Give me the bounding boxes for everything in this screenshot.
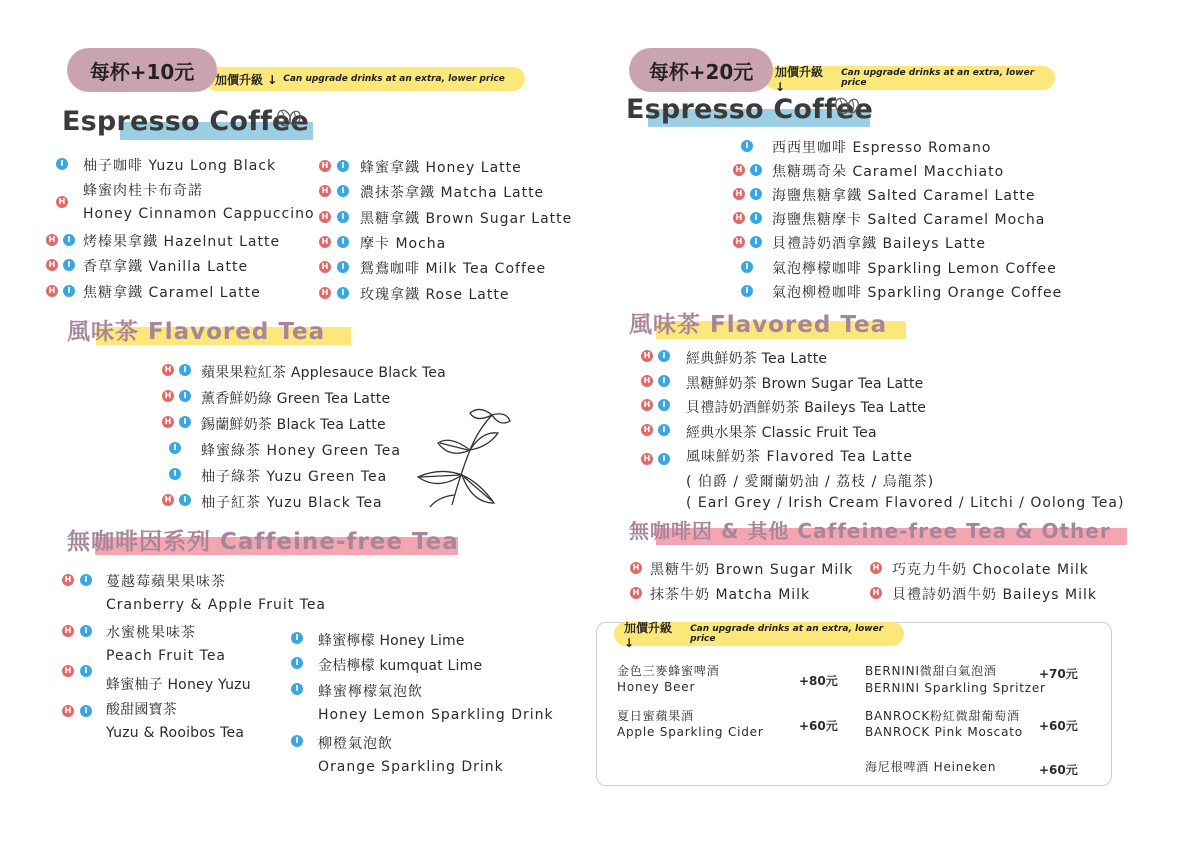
menu-item: 蜂蜜拿鐵 Honey Latte [360, 160, 522, 176]
price-pill-left: 每杯+10元 [67, 48, 217, 92]
menu-item: Honey Cinnamon Cappuccino [83, 206, 315, 222]
menu-item: 黑糖鮮奶茶 Brown Sugar Tea Latte [686, 376, 924, 392]
upgrade-drink-zh: 金色三麥蜂蜜啤酒 [617, 664, 720, 678]
menu-item: 柚子紅茶 Yuzu Black Tea [201, 495, 383, 511]
caffeine-free-heading-left: 無咖啡因系列 Caffeine-free Tea [67, 529, 459, 555]
menu-item: 海鹽焦糖拿鐵 Salted Caramel Latte [772, 188, 1036, 204]
hot-badge: H [162, 364, 174, 376]
iced-badge: I [658, 424, 670, 436]
hot-badge: H [162, 416, 174, 428]
hot-badge: H [56, 196, 68, 208]
price-pill-right: 每杯+20元 [629, 48, 773, 92]
hot-badge: H [733, 164, 745, 176]
menu-item: 蔓越莓蘋果果味茶 [106, 574, 226, 590]
menu-item: 貝禮詩奶酒鮮奶茶 Baileys Tea Latte [686, 400, 927, 416]
hot-badge: H [319, 236, 331, 248]
iced-badge: I [658, 375, 670, 387]
hot-badge: H [870, 562, 882, 574]
menu-item: 蜂蜜柚子 Honey Yuzu [106, 677, 251, 693]
upgrade-drink-en: Apple Sparkling Cider [617, 725, 764, 739]
iced-badge: I [750, 188, 762, 200]
iced-badge: I [658, 453, 670, 465]
menu-item: 海鹽焦糖摩卡 Salted Caramel Mocha [772, 212, 1046, 228]
iced-badge: I [337, 211, 349, 223]
hot-badge: H [46, 259, 58, 271]
menu-item: 蘋果果粒紅茶 Applesauce Black Tea [201, 365, 446, 381]
upgrade-drink-en: Honey Beer [617, 680, 696, 694]
menu-item: 濃抹茶拿鐵 Matcha Latte [360, 185, 545, 201]
iced-badge: I [741, 140, 753, 152]
upgrade-note-left [205, 67, 525, 91]
hot-badge: H [62, 705, 74, 717]
menu-item: 黑糖牛奶 Brown Sugar Milk [650, 562, 854, 578]
iced-badge: I [179, 390, 191, 402]
menu-item: 蜂蜜肉桂卡布奇諾 [83, 183, 203, 199]
iced-badge: I [337, 185, 349, 197]
upgrade-drink-zh: 夏日蜜蘋果酒 [617, 709, 694, 723]
iced-badge: I [179, 494, 191, 506]
hot-badge: H [641, 424, 653, 436]
hot-badge: H [62, 665, 74, 677]
menu-item: 黑糖拿鐵 Brown Sugar Latte [360, 211, 573, 227]
hot-badge: H [319, 287, 331, 299]
caffeine-free-heading-right: 無咖啡因 & 其他 Caffeine-free Tea & Other [629, 519, 1111, 543]
menu-item: Peach Fruit Tea [106, 648, 227, 664]
menu-item: 氣泡檸檬咖啡 Sparkling Lemon Coffee [772, 261, 1057, 277]
iced-badge: I [169, 468, 181, 480]
hot-badge: H [319, 261, 331, 273]
hot-badge: H [733, 188, 745, 200]
upgrade-note-zh: 加價升級 ↓ [775, 64, 824, 94]
menu-item: 抹茶牛奶 Matcha Milk [650, 587, 811, 603]
hot-badge: H [46, 285, 58, 297]
iced-badge: I [337, 160, 349, 172]
menu-item: 香草拿鐵 Vanilla Latte [83, 259, 249, 275]
iced-badge: I [291, 657, 303, 669]
iced-badge: I [56, 158, 68, 170]
upgrade-drink-price: +70元 [1039, 667, 1078, 681]
menu-item: 玫瑰拿鐵 Rose Latte [360, 287, 510, 303]
iced-badge: I [80, 625, 92, 637]
iced-badge: I [291, 632, 303, 644]
iced-badge: I [63, 259, 75, 271]
upgrade-note-right [765, 64, 1055, 94]
menu-item: ( Earl Grey / Irish Cream Flavored / Litchi / Oolong Tea) [686, 495, 1125, 511]
menu-item: 蜂蜜檸檬氣泡飲 [318, 684, 423, 700]
iced-badge: I [80, 665, 92, 677]
menu-item: 貝禮詩奶酒拿鐵 Baileys Latte [772, 236, 987, 252]
iced-badge: I [63, 285, 75, 297]
menu-item: 焦糖瑪奇朵 Caramel Macchiato [772, 164, 1005, 180]
menu-item: ( 伯爵 / 愛爾蘭奶油 / 荔枝 / 烏龍茶) [686, 474, 935, 490]
hot-badge: H [870, 587, 882, 599]
iced-badge: I [80, 574, 92, 586]
menu-item: 氣泡柳橙咖啡 Sparkling Orange Coffee [772, 285, 1063, 301]
menu-item: Honey Lemon Sparkling Drink [318, 707, 554, 723]
tea-leaf-illustration [410, 405, 520, 510]
upgrade-drink-zh: 海尼根啤酒 Heineken [865, 760, 997, 774]
upgrade-drink-zh: BERNINI微甜白氣泡酒 [865, 664, 997, 678]
menu-item: 錫蘭鮮奶茶 Black Tea Latte [201, 417, 386, 433]
menu-item: 柳橙氣泡飲 [318, 736, 393, 752]
menu-item: 柚子綠茶 Yuzu Green Tea [201, 469, 388, 485]
upgrade-note-en: Can upgrade drinks at an extra, lower price [841, 68, 1035, 88]
hot-badge: H [319, 211, 331, 223]
menu-item: 蜂蜜綠茶 Honey Green Tea [201, 443, 401, 459]
upgrade-drink-price: +60元 [799, 719, 838, 733]
hot-badge: H [630, 587, 642, 599]
upgrade-drink-en: BERNINI Sparkling Spritzer [865, 681, 1046, 695]
iced-badge: I [63, 234, 75, 246]
menu-item: Yuzu & Rooibos Tea [106, 725, 245, 741]
hot-badge: H [630, 562, 642, 574]
menu-item: 鴛鴦咖啡 Milk Tea Coffee [360, 261, 547, 277]
menu-item: 摩卡 Mocha [360, 236, 447, 252]
menu-item: 焦糖拿鐵 Caramel Latte [83, 285, 261, 301]
iced-badge: I [291, 683, 303, 695]
upgrade-drink-en: BANROCK Pink Moscato [865, 725, 1023, 739]
menu-item: 貝禮詩奶酒牛奶 Baileys Milk [892, 587, 1098, 603]
menu-item: 金桔檸檬 kumquat Lime [318, 658, 483, 674]
hot-badge: H [62, 625, 74, 637]
iced-badge: I [741, 285, 753, 297]
upgrade-note-en: Can upgrade drinks at an extra, lower price [690, 624, 884, 644]
menu-item: 水蜜桃果味茶 [106, 625, 196, 641]
upgrade-note-zh: 加價升級 ↓ [624, 620, 673, 650]
menu-item: 西西里咖啡 Espresso Romano [772, 140, 992, 156]
hot-badge: H [641, 399, 653, 411]
menu-item: 酸甜國寶茶 [106, 702, 177, 718]
hot-badge: H [62, 574, 74, 586]
menu-item: 薰香鮮奶綠 Green Tea Latte [201, 391, 391, 407]
hot-badge: H [641, 375, 653, 387]
hot-badge: H [46, 234, 58, 246]
coffee-beans-icon [276, 108, 302, 128]
upgrade-drink-price: +80元 [799, 674, 838, 688]
menu-item: Orange Sparkling Drink [318, 759, 504, 775]
iced-badge: I [337, 287, 349, 299]
hot-badge: H [162, 390, 174, 402]
iced-badge: I [337, 236, 349, 248]
iced-badge: I [658, 350, 670, 362]
upgrade-drink-zh: BANROCK粉紅微甜葡萄酒 [865, 709, 1020, 723]
menu-item: Cranberry & Apple Fruit Tea [106, 597, 327, 613]
hot-badge: H [733, 212, 745, 224]
upgrade-note-en: Can upgrade drinks at an extra, lower price [283, 74, 505, 84]
upgrade-drink-price: +60元 [1039, 763, 1078, 777]
menu-item: 柚子咖啡 Yuzu Long Black [83, 158, 277, 174]
iced-badge: I [80, 705, 92, 717]
iced-badge: I [179, 416, 191, 428]
menu-item: 經典水果茶 Classic Fruit Tea [686, 425, 877, 441]
iced-badge: I [658, 399, 670, 411]
iced-badge: I [291, 735, 303, 747]
hot-badge: H [733, 236, 745, 248]
upgrade-note-zh: 加價升級 ↓ [215, 72, 278, 87]
iced-badge: I [741, 261, 753, 273]
hot-badge: H [319, 160, 331, 172]
coffee-beans-icon [834, 96, 860, 116]
iced-badge: I [337, 261, 349, 273]
espresso-heading-right: Espresso Coffee [626, 94, 874, 125]
hot-badge: H [641, 350, 653, 362]
menu-item: 風味鮮奶茶 Flavored Tea Latte [686, 449, 914, 465]
iced-badge: I [750, 212, 762, 224]
menu-item: 蜂蜜檸檬 Honey Lime [318, 633, 465, 649]
hot-badge: H [162, 494, 174, 506]
hot-badge: H [319, 185, 331, 197]
iced-badge: I [179, 364, 191, 376]
menu-item: 巧克力牛奶 Chocolate Milk [892, 562, 1089, 578]
flavored-tea-heading-right: 風味茶 Flavored Tea [629, 312, 888, 338]
hot-badge: H [641, 453, 653, 465]
menu-item: 經典鮮奶茶 Tea Latte [686, 351, 828, 367]
upgrade-drink-price: +60元 [1039, 719, 1078, 733]
menu-item: 烤榛果拿鐵 Hazelnut Latte [83, 234, 281, 250]
iced-badge: I [750, 236, 762, 248]
flavored-tea-heading-left: 風味茶 Flavored Tea [67, 319, 326, 345]
iced-badge: I [750, 164, 762, 176]
espresso-heading-left: Espresso Coffee [62, 106, 310, 137]
iced-badge: I [169, 442, 181, 454]
upgrade-note-box [614, 620, 904, 650]
